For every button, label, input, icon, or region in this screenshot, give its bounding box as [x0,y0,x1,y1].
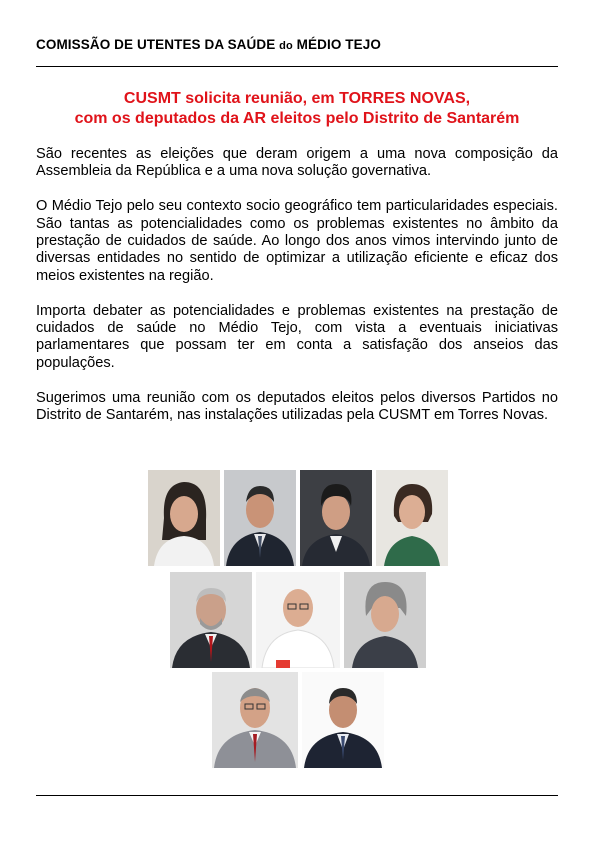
deputy-portrait-3-image [300,470,372,566]
org-name-main: COMISSÃO DE UTENTES DA SAÚDE [36,37,280,52]
deputy-portrait-2 [224,470,296,566]
org-name-connector: do [279,40,293,52]
deputy-portrait-6-image [256,572,340,668]
paragraph-4: Sugerimos uma reunião com os deputados eleitos pelos diversos Partidos no Distrito de Santarém, nas instalações utilizadas pela CUSMT em Torres Novas. [36,389,558,424]
footer-divider [36,795,558,796]
header-divider [36,66,558,67]
paragraph-1: São recentes as eleições que deram origem a uma nova composição da Assembleia da República e a uma nova solução governativa. [36,146,558,180]
deputy-portrait-8-image [212,672,298,768]
deputy-portrait-8 [212,672,298,768]
org-name-tail: MÉDIO TEJO [292,37,381,52]
deputy-portrait-9 [302,672,384,768]
deputy-portrait-9-image [302,672,384,768]
headline-line-1: CUSMT solicita reunião, em TORRES NOVAS, [123,90,471,107]
organization-header [36,37,381,52]
deputy-portrait-1 [148,470,220,566]
photo-row-3 [0,672,595,768]
photo-row-2 [0,572,595,668]
deputy-portrait-1-image [148,470,220,566]
deputy-portrait-6 [256,572,340,668]
deputy-portrait-7 [344,572,426,668]
body-text [36,146,558,442]
paragraph-2: O Médio Tejo pelo seu contexto socio geográfico tem particularidades especiais. São tantas as potencialidades como os problemas existentes no âmbito da prestação de cuidados de saúde. Ao longo dos anos vimos intervindo junto de diversas entidades no sentido de optimizar a utilização eficiente e eficaz dos meios existentes na região. [36,198,558,284]
deputy-portrait-3 [300,470,372,566]
deputy-portrait-5-image [170,572,252,668]
deputy-portrait-7-image [344,572,426,668]
deputy-portrait-4 [376,470,448,566]
photo-row-1 [0,470,595,566]
paragraph-3: Importa debater as potencialidades e problemas existentes na prestação de cuidados de saúde no Médio Tejo, com vista a eventuais iniciativas parlamentares que possam ter em conta a satisfação dos anseios das populações. [36,302,558,371]
headline [36,89,558,129]
headline-line-2: com os deputados da AR eleitos pelo Distrito de Santarém [74,110,520,127]
deputy-portrait-2-image [224,470,296,566]
deputy-portrait-5 [170,572,252,668]
deputy-portrait-4-image [376,470,448,566]
